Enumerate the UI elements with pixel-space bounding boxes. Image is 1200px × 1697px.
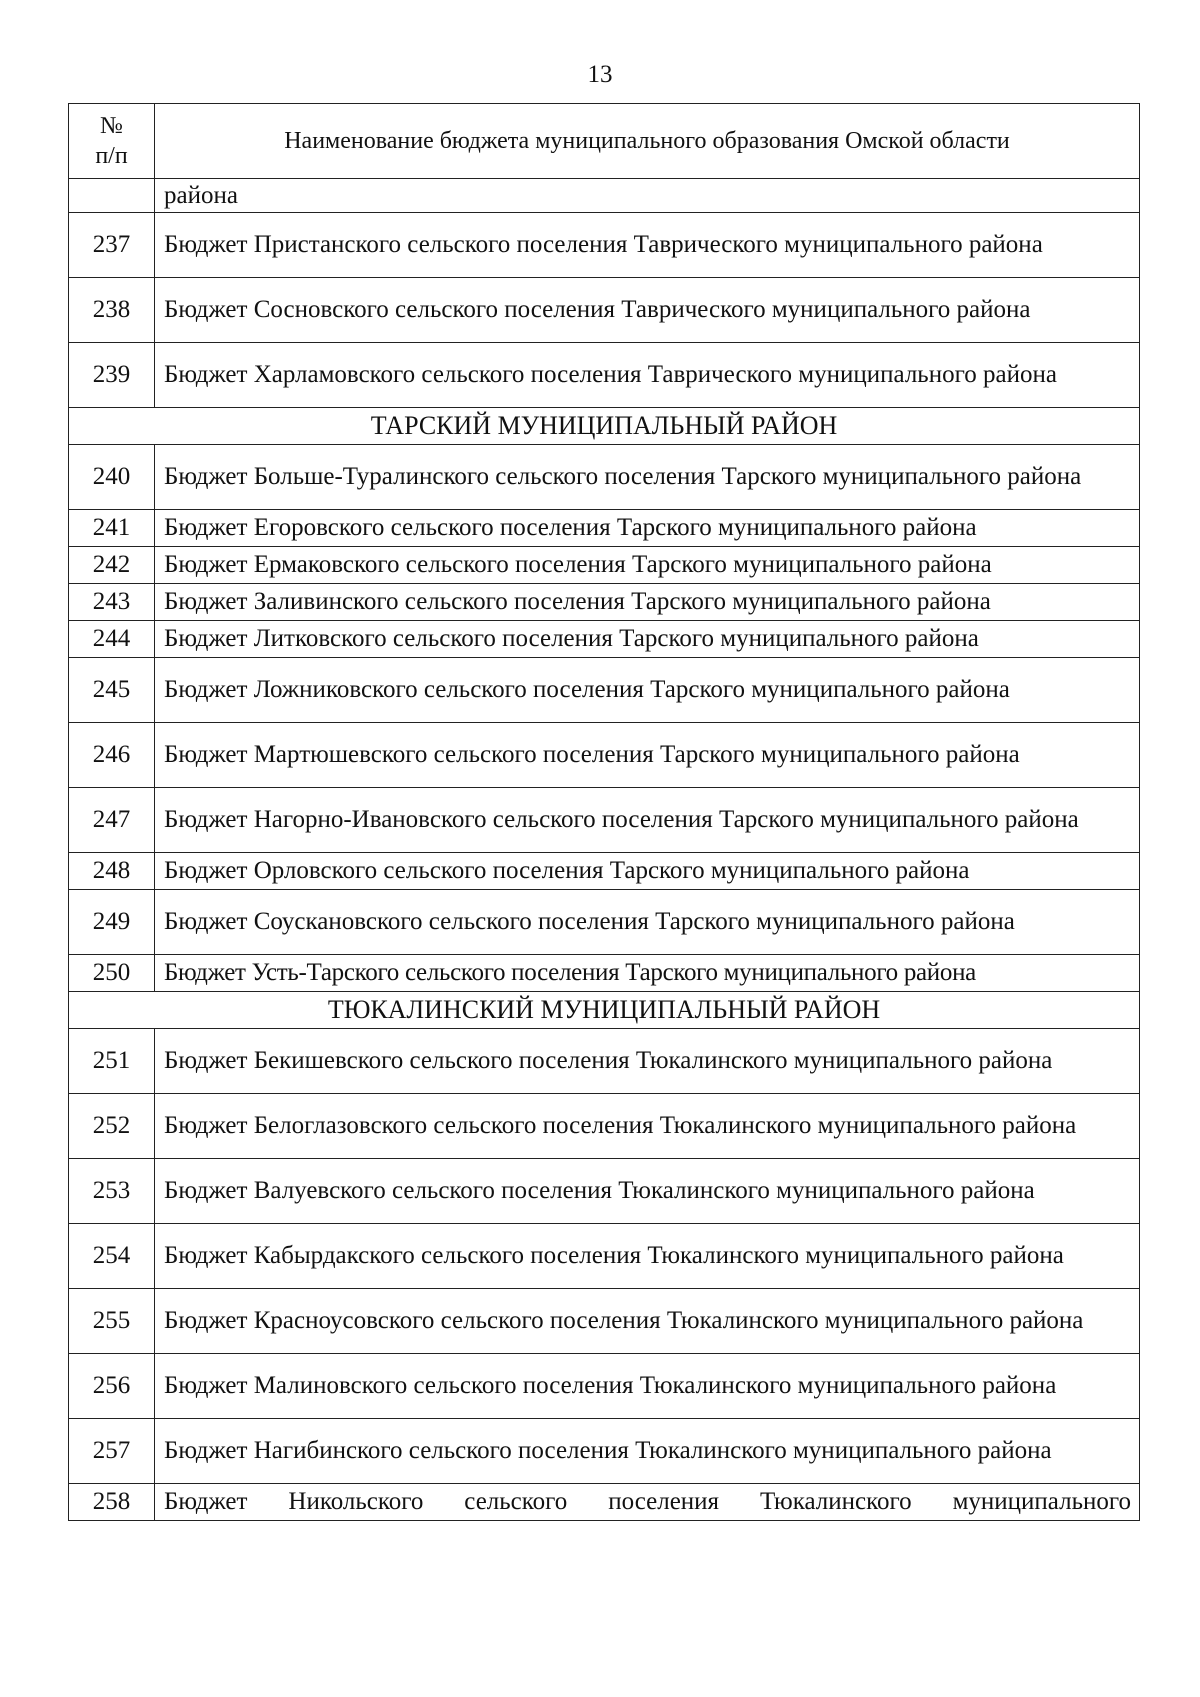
row-name: Бюджет Усть-Тарского сельского поселения Тарского муниципального района — [155, 955, 1140, 992]
row-name: Бюджет Мартюшевского сельского поселения Тарского муниципального района — [155, 723, 1140, 788]
table-row — [69, 213, 1140, 278]
table-row — [69, 510, 1140, 547]
row-number: 246 — [69, 723, 155, 788]
row-name: Бюджет Орловского сельского поселения Тарского муниципального района — [155, 853, 1140, 890]
table-row — [69, 955, 1140, 992]
row-number: 255 — [69, 1289, 155, 1354]
section-heading: ТЮКАЛИНСКИЙ МУНИЦИПАЛЬНЫЙ РАЙОН — [69, 992, 1140, 1029]
table-row — [69, 1354, 1140, 1419]
table-row — [69, 547, 1140, 584]
row-name: Бюджет Белоглазовского сельского поселения Тюкалинского муниципального района — [155, 1094, 1140, 1159]
row-name: Бюджет Егоровского сельского поселения Тарского муниципального района — [155, 510, 1140, 547]
row-number: 239 — [69, 343, 155, 408]
table-row — [69, 445, 1140, 510]
row-name: Бюджет Валуевского сельского поселения Тюкалинского муниципального района — [155, 1159, 1140, 1224]
row-name: Бюджет Харламовского сельского поселения Таврического муниципального района — [155, 343, 1140, 408]
row-number: 240 — [69, 445, 155, 510]
row-number: 254 — [69, 1224, 155, 1289]
row-name: Бюджет Кабырдакского сельского поселения Тюкалинского муниципального района — [155, 1224, 1140, 1289]
table-row — [69, 1289, 1140, 1354]
table-row — [69, 278, 1140, 343]
row-number: 243 — [69, 584, 155, 621]
row-name: Бюджет Больше-Туралинского сельского поселения Тарского муниципального района — [155, 445, 1140, 510]
table-row — [69, 658, 1140, 723]
table-row — [69, 1029, 1140, 1094]
row-name: Бюджет Сосновского сельского поселения Таврического муниципального района — [155, 278, 1140, 343]
row-name: Бюджет Ермаковского сельского поселения Тарского муниципального района — [155, 547, 1140, 584]
row-name: Бюджет Ложниковского сельского поселения Тарского муниципального района — [155, 658, 1140, 723]
section-row-tyukalinsky — [69, 992, 1140, 1029]
row-name: Бюджет Красноусовского сельского поселения Тюкалинского муниципального района — [155, 1289, 1140, 1354]
table-header-row — [69, 104, 1140, 179]
row-name: Бюджет Литковского сельского поселения Тарского муниципального района — [155, 621, 1140, 658]
table-row — [69, 1419, 1140, 1484]
row-number: 256 — [69, 1354, 155, 1419]
row-number: 238 — [69, 278, 155, 343]
table-row — [69, 584, 1140, 621]
header-number-column: № п/п — [69, 104, 155, 179]
row-number: 247 — [69, 788, 155, 853]
page-number: 13 — [587, 61, 613, 88]
budget-table — [68, 103, 1140, 1521]
row-name: Бюджет Пристанского сельского поселения Таврического муниципального района — [155, 213, 1140, 278]
table-row — [69, 723, 1140, 788]
row-number: 237 — [69, 213, 155, 278]
header-name-column: Наименование бюджета муниципального образования Омской области — [155, 104, 1140, 179]
row-name: района — [155, 179, 1140, 213]
row-name: Бюджет Бекишевского сельского поселения Тюкалинского муниципального района — [155, 1029, 1140, 1094]
row-number: 241 — [69, 510, 155, 547]
row-number: 249 — [69, 890, 155, 955]
row-number: 258 — [69, 1484, 155, 1521]
row-number: 250 — [69, 955, 155, 992]
row-name: Бюджет Нагорно-Ивановского сельского поселения Тарского муниципального района — [155, 788, 1140, 853]
table-row-continuation — [69, 179, 1140, 213]
row-number: 245 — [69, 658, 155, 723]
row-name: Бюджет Заливинского сельского поселения Тарского муниципального района — [155, 584, 1140, 621]
table-row — [69, 1224, 1140, 1289]
row-name: Бюджет Малиновского сельского поселения Тюкалинского муниципального района — [155, 1354, 1140, 1419]
row-number: 242 — [69, 547, 155, 584]
row-number: 253 — [69, 1159, 155, 1224]
row-number: 244 — [69, 621, 155, 658]
table-row — [69, 343, 1140, 408]
row-name: Бюджет Нагибинского сельского поселения Тюкалинского муниципального района — [155, 1419, 1140, 1484]
row-number: 257 — [69, 1419, 155, 1484]
row-number: 251 — [69, 1029, 155, 1094]
table-row — [69, 1159, 1140, 1224]
table-row — [69, 1094, 1140, 1159]
section-row-tarsky — [69, 408, 1140, 445]
table-row — [69, 788, 1140, 853]
row-number: 252 — [69, 1094, 155, 1159]
row-number — [69, 179, 155, 213]
table-row — [69, 621, 1140, 658]
row-name: Бюджет Соускановского сельского поселения Тарского муниципального района — [155, 890, 1140, 955]
table-row — [69, 890, 1140, 955]
section-heading: ТАРСКИЙ МУНИЦИПАЛЬНЫЙ РАЙОН — [69, 408, 1140, 445]
row-name: Бюджет Никольского сельского поселения Тюкалинского муниципального — [155, 1484, 1140, 1521]
table-row — [69, 1484, 1140, 1521]
row-number: 248 — [69, 853, 155, 890]
table-row — [69, 853, 1140, 890]
